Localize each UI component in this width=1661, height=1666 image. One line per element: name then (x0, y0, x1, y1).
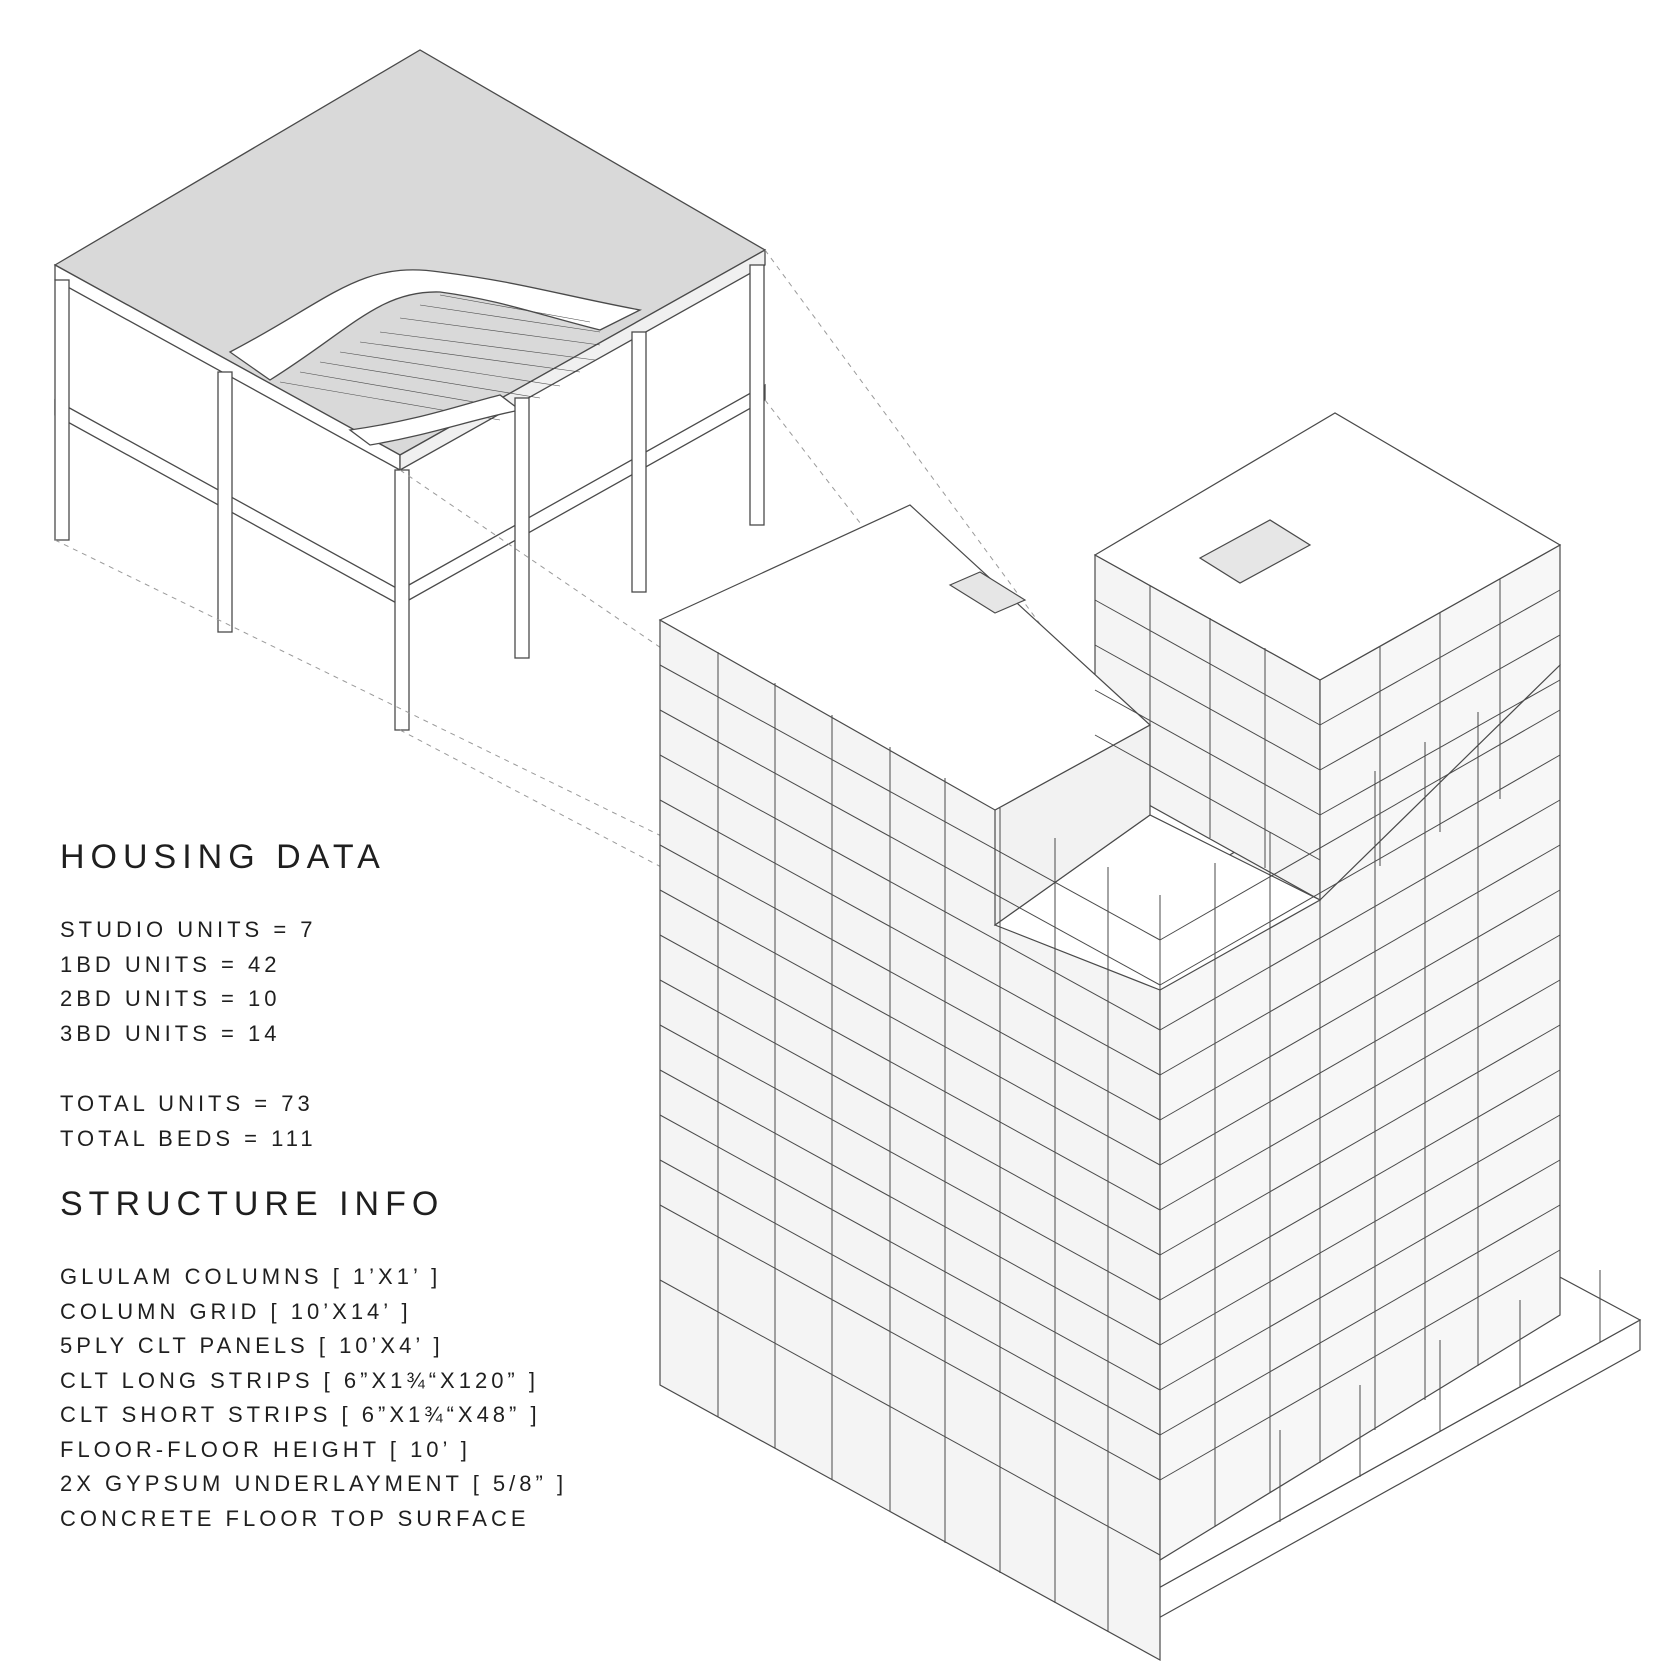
structure-list (60, 1260, 567, 1536)
unit-count-list (60, 913, 317, 1051)
timber-tower (660, 413, 1640, 1660)
totals-list (60, 1087, 317, 1156)
structure-item-concrete: CONCRETE FLOOR TOP SURFACE (60, 1505, 530, 1531)
1bd-units: 1BD UNITS = 42 (60, 951, 281, 977)
total-units: TOTAL UNITS = 73 (60, 1091, 314, 1116)
studio-units: STUDIO UNITS = 7 (60, 917, 317, 942)
structure-item-clt-short-strips: CLT SHORT STRIPS [ 6”X1¾“X48” ] (60, 1402, 541, 1427)
structure-item-clt-panels: 5PLY CLT PANELS [ 10’X4’ ] (60, 1333, 444, 1358)
housing-data-title: HOUSING DATA (60, 838, 386, 876)
structure-item-clt-long-strips: CLT LONG STRIPS [ 6”X1¾“X120” ] (60, 1367, 539, 1393)
3bd-units: 3BD UNITS = 14 (60, 1020, 281, 1046)
structure-info-title: STRUCTURE INFO (60, 1185, 445, 1223)
detail-roof-slab (55, 50, 765, 455)
structure-item-floor-height: FLOOR-FLOOR HEIGHT [ 10’ ] (60, 1436, 471, 1462)
structure-item-glulam-columns: GLULAM COLUMNS [ 1’X1’ ] (60, 1264, 442, 1289)
floor-assembly-detail (55, 50, 765, 730)
structure-item-gypsum: 2X GYPSUM UNDERLAYMENT [ 5/8” ] (60, 1471, 568, 1496)
structure-item-column-grid: COLUMN GRID [ 10’X14’ ] (60, 1298, 412, 1324)
2bd-units: 2BD UNITS = 10 (60, 986, 281, 1011)
total-beds: TOTAL BEDS = 111 (60, 1125, 317, 1151)
